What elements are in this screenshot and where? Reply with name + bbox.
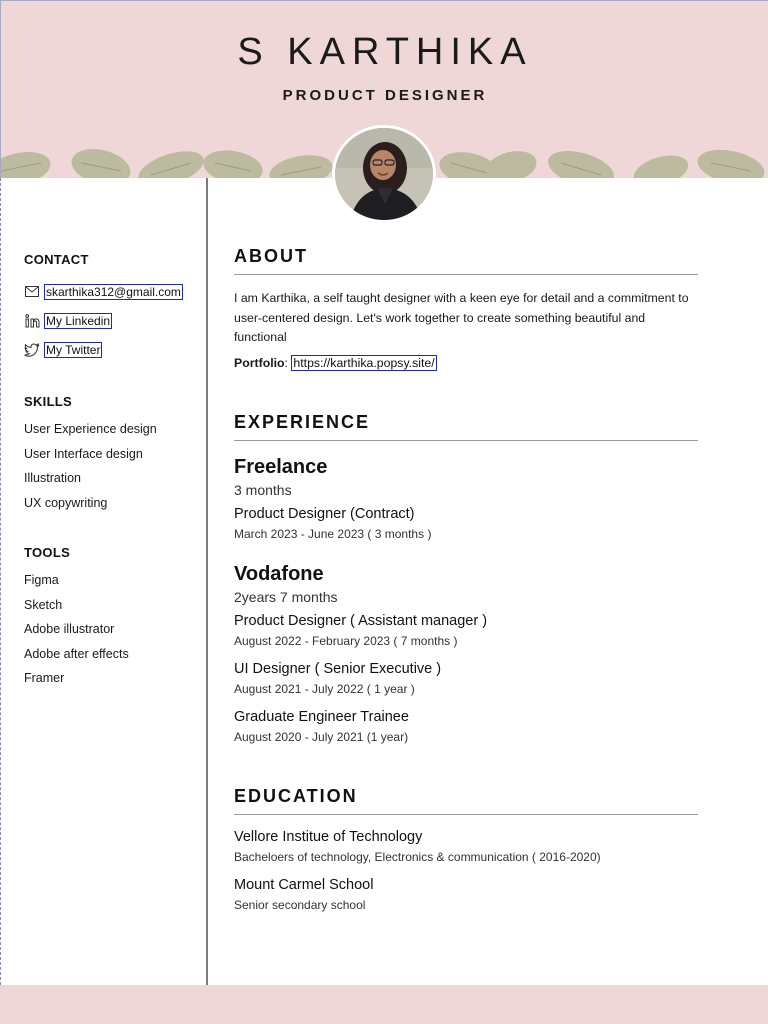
contact-list [24,277,199,364]
contact-twitter [24,335,199,364]
profile-photo [332,125,436,223]
tool-item: Figma [24,573,59,587]
role-entry [234,613,698,648]
twitter-link[interactable]: My Twitter [46,342,101,357]
school-degree: Senior secondary school [234,897,366,912]
company-duration: 2years 7 months [234,588,338,605]
tools-heading: TOOLS [24,545,71,560]
tools-list [24,568,199,691]
tool-item: Framer [24,671,65,685]
sidebar [24,252,199,691]
education-section [234,786,698,912]
section-divider [234,274,698,275]
twitter-icon [24,342,40,358]
role-title: Graduate Engineer Trainee [234,708,409,725]
school-name: Mount Carmel School [234,876,374,893]
main-column [234,246,698,912]
role-dates: March 2023 - June 2023 ( 3 months ) [234,526,432,541]
company-duration: 3 months [234,481,292,498]
tools-section [24,545,199,691]
portfolio-line: Portfolio: https://karthika.popsy.site/ [234,355,435,370]
school-entry [234,877,698,912]
skills-list [24,417,199,515]
tool-item: Adobe after effects [24,646,129,661]
resume-name: S KARTHIKA [237,31,533,73]
section-divider [234,814,698,815]
portfolio-link[interactable]: https://karthika.popsy.site/ [293,355,435,370]
resume-role: PRODUCT DESIGNER [282,87,488,104]
experience-title: EXPERIENCE [234,411,371,432]
school-name: Vellore Institue of Technology [234,828,423,845]
skill-item: User Interface design [24,446,143,461]
email-link[interactable]: skarthika312@gmail.com [46,284,181,299]
tool-item: Adobe illustrator [24,622,115,636]
portfolio-label: Portfolio [234,355,285,370]
skills-heading: SKILLS [24,394,73,409]
tool-item: Sketch [24,597,63,612]
experience-section [234,412,698,744]
role-entry [234,709,698,744]
school-entry [234,829,698,864]
contact-linkedin [24,306,199,335]
skills-section [24,394,199,515]
contact-email [24,277,199,306]
company-block [234,563,698,744]
contact-section [24,252,199,364]
contact-heading: CONTACT [24,252,89,267]
role-title: Product Designer ( Assistant manager ) [234,612,488,629]
page-edge [0,178,1,985]
education-title: EDUCATION [234,785,358,806]
section-divider [234,440,698,441]
skill-item: UX copywriting [24,495,108,510]
skill-item: User Experience design [24,422,157,436]
role-dates: August 2022 - February 2023 ( 7 months ) [234,633,458,648]
footer-band [0,985,768,1024]
role-title: UI Designer ( Senior Executive ) [234,660,442,677]
linkedin-link[interactable]: My Linkedin [46,313,111,328]
about-section [234,246,698,370]
company-name: Freelance [234,455,328,478]
role-dates: August 2020 - July 2021 (1 year) [234,729,409,744]
role-title: Product Designer (Contract) [234,505,415,522]
company-block [234,456,698,541]
role-entry [234,661,698,696]
school-degree: Bacheloers of technology, Electronics & communication ( 2016-2020) [234,849,601,864]
skill-item: Illustration [24,471,81,485]
column-divider [206,178,208,985]
linkedin-icon [24,313,40,329]
mail-icon [24,284,40,300]
role-entry [234,506,698,541]
about-text: I am Karthika, a self taught designer with a keen eye for detail and a commitment to user-centered design. Let's work together to create something beautiful and functional [234,291,689,344]
company-name: Vodafone [234,562,324,585]
about-title: ABOUT [234,246,308,266]
role-dates: August 2021 - July 2022 ( 1 year ) [234,681,415,696]
